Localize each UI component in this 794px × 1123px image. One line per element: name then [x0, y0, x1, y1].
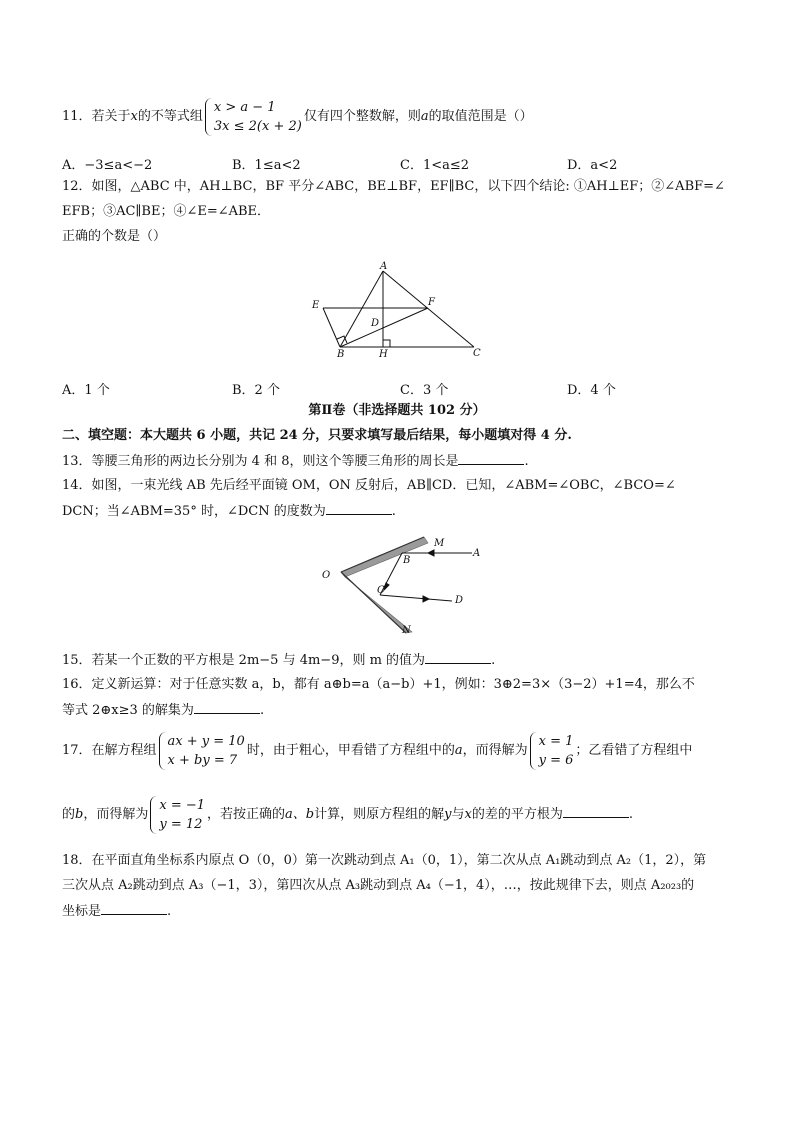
q18-line2: 三次从点 A₂跳动到点 A₃（−1，3），第四次从点 A₃跳动到点 A₄（−1，4），…，按此规律下去，则点 A₂₀₂₃的 — [62, 878, 695, 893]
label-m: M — [434, 538, 445, 549]
q12-option-b[interactable]: B．2 个 — [232, 383, 280, 398]
q17-eq-1: ax + y = 10 — [167, 733, 245, 749]
arrow-ab — [428, 550, 434, 556]
ray-cd — [380, 595, 452, 601]
label-n: N — [402, 625, 411, 636]
q17-l2h: x — [464, 807, 472, 822]
q17-l2c: ，若按正确的 — [207, 807, 286, 822]
section-title: 第Ⅱ卷（非选择题共 102 分） — [308, 403, 486, 418]
segment-ac — [383, 271, 474, 347]
q17-eq-2: x + by = 7 — [167, 752, 238, 768]
q12-line1: 12．如图，△ABC 中，AH⊥BC，BF 平分∠ABC，BE⊥BF，EF∥BC，以下四个结论: ①AH⊥EF；②∠ABF=∠ — [62, 179, 725, 194]
q13-stem — [62, 452, 529, 471]
q17-equation-system — [159, 732, 245, 770]
label-a2: A — [473, 548, 481, 559]
q15-end: . — [491, 653, 496, 668]
q12-option-d[interactable]: D．4 个 — [567, 383, 616, 398]
q17-l2i: 的差的平方根为 — [471, 807, 563, 822]
q17-mid2: ，而得解为 — [462, 743, 528, 758]
q11-ineq-2: 3x ≤ 2(x + 2) — [213, 118, 302, 134]
q12-option-a[interactable]: A．1 个 — [62, 383, 110, 398]
q17-l2e: 计算，则原方程组的解 — [314, 807, 445, 822]
q11-suffix: 仅有四个整数解，则 — [303, 109, 421, 124]
q11-text-mid: 的不等式组 — [137, 109, 203, 124]
label-b2: B — [403, 555, 411, 566]
q13-answer-blank[interactable] — [458, 452, 524, 465]
q17-end: . — [628, 807, 633, 822]
segment-be — [323, 308, 340, 347]
right-angle-h — [383, 340, 390, 347]
q17-solution-jia — [530, 732, 574, 770]
q17-sol-yi-y: y = 12 — [159, 816, 203, 832]
q13-text: 13．等腰三角形的两边长分别为 4 和 8，则这个等腰三角形的周长是 — [62, 454, 459, 469]
label-b: B — [337, 349, 345, 360]
q18-answer-blank[interactable] — [101, 902, 167, 915]
segment-bf — [340, 308, 428, 347]
label-h: H — [379, 349, 388, 360]
q16-line1: 16．定义新运算：对于任意实数 a，b，都有 a⊕b=a（a−b）+1，例如：3⊕2=3×（3−2）+1=4，那么不 — [62, 677, 695, 692]
q15-stem — [62, 651, 495, 670]
q17-l2a: 的 — [62, 807, 76, 822]
q11-var-a: a — [420, 109, 429, 124]
label-e: E — [312, 300, 320, 311]
q11-inequality-system — [205, 98, 302, 136]
arrow-cd — [423, 596, 429, 602]
q17-sol-yi-x: x = −1 — [159, 797, 206, 813]
label-d2: D — [455, 595, 464, 606]
q12-line3: 正确的个数是（） — [62, 229, 167, 244]
q14-line2 — [62, 502, 396, 521]
q15-answer-blank[interactable] — [425, 651, 491, 664]
q11-option-b[interactable]: B．1≤a<2 — [232, 158, 301, 173]
q16-text: 等式 2⊕x≥3 的解集为 — [62, 703, 194, 718]
q17-line2 — [62, 795, 633, 835]
section-heading: 二、填空题：本大题共 6 小题，共记 24 分，只要求填写最后结果，每小题填对得 4 分. — [62, 428, 572, 443]
q16-end: . — [259, 703, 265, 718]
q18-end: . — [167, 904, 172, 919]
label-c: C — [473, 348, 481, 359]
q17-solution-yi — [150, 796, 205, 834]
label-d: D — [371, 318, 380, 329]
q13-end: . — [524, 454, 529, 469]
mirror-on — [341, 572, 412, 633]
q11-option-d[interactable]: D．a<2 — [567, 158, 618, 173]
q17-sol-jia-y: y = 6 — [538, 752, 574, 768]
q17-l2g: 与 — [451, 807, 465, 822]
label-o: O — [322, 570, 331, 581]
q12-triangle-figure — [300, 258, 500, 362]
q17-sol-jia-x: x = 1 — [538, 733, 574, 749]
q17-answer-blank[interactable] — [563, 805, 629, 818]
q11-option-c[interactable]: C．1<a≤2 — [400, 158, 470, 173]
q17-var-b: b — [75, 807, 84, 822]
q14-text: DCN；当∠ABM=35° 时，∠DCN 的度数为 — [62, 504, 326, 519]
q11-var-x: x — [130, 109, 138, 124]
label-c2: C — [377, 585, 385, 596]
q18-line3 — [62, 902, 171, 921]
q14-end: . — [391, 504, 396, 519]
q11-option-a[interactable]: A．−3≤a<−2 — [62, 158, 153, 173]
arrow-bc — [384, 583, 389, 590]
segment-ab — [340, 271, 383, 347]
q11-ineq-1: x > a − 1 — [213, 99, 276, 115]
q11-text: 11．若关于 — [62, 109, 131, 124]
q17-var-a: a — [454, 743, 463, 758]
q12-line2: EFB；③AC∥BE；④∠E=∠ABE． — [62, 204, 271, 219]
q17-l2f: y — [444, 807, 452, 822]
q11-stem — [62, 97, 533, 137]
q11-suffix2: 的取值范围是（） — [428, 109, 533, 124]
q12-option-c[interactable]: C．3 个 — [400, 383, 449, 398]
q14-line1: 14．如图，一束光线 AB 先后经平面镜 OM，ON 反射后，AB∥CD．已知，∠ABM=∠OBC，∠BCO=∠ — [62, 478, 676, 493]
q16-line2 — [62, 701, 264, 720]
q15-text: 15．若某一个正数的平方根是 2m−5 与 4m−9，则 m 的值为 — [62, 653, 426, 668]
q17-l2b: ，而得解为 — [83, 807, 149, 822]
q17-line1 — [62, 731, 692, 771]
label-f: F — [428, 297, 435, 308]
q17-prefix: 17．在解方程组 — [62, 743, 157, 758]
q18-line1: 18．在平面直角坐标系内原点 O（0，0）第一次跳动到点 A₁（0，1），第二次从点 A₁跳动到点 A₂（1，2），第 — [62, 853, 707, 868]
label-a: A — [380, 261, 388, 272]
q17-mid3: ；乙看错了方程组中 — [575, 743, 693, 758]
q18-text: 坐标是 — [62, 904, 102, 919]
q16-answer-blank[interactable] — [194, 701, 260, 714]
q14-mirror-figure — [316, 534, 491, 636]
q17-l2d: a、b — [285, 807, 315, 822]
mirror-om — [341, 537, 428, 577]
q17-mid1: 时，由于粗心，甲看错了方程组中的 — [246, 743, 455, 758]
q14-answer-blank[interactable] — [326, 502, 392, 515]
